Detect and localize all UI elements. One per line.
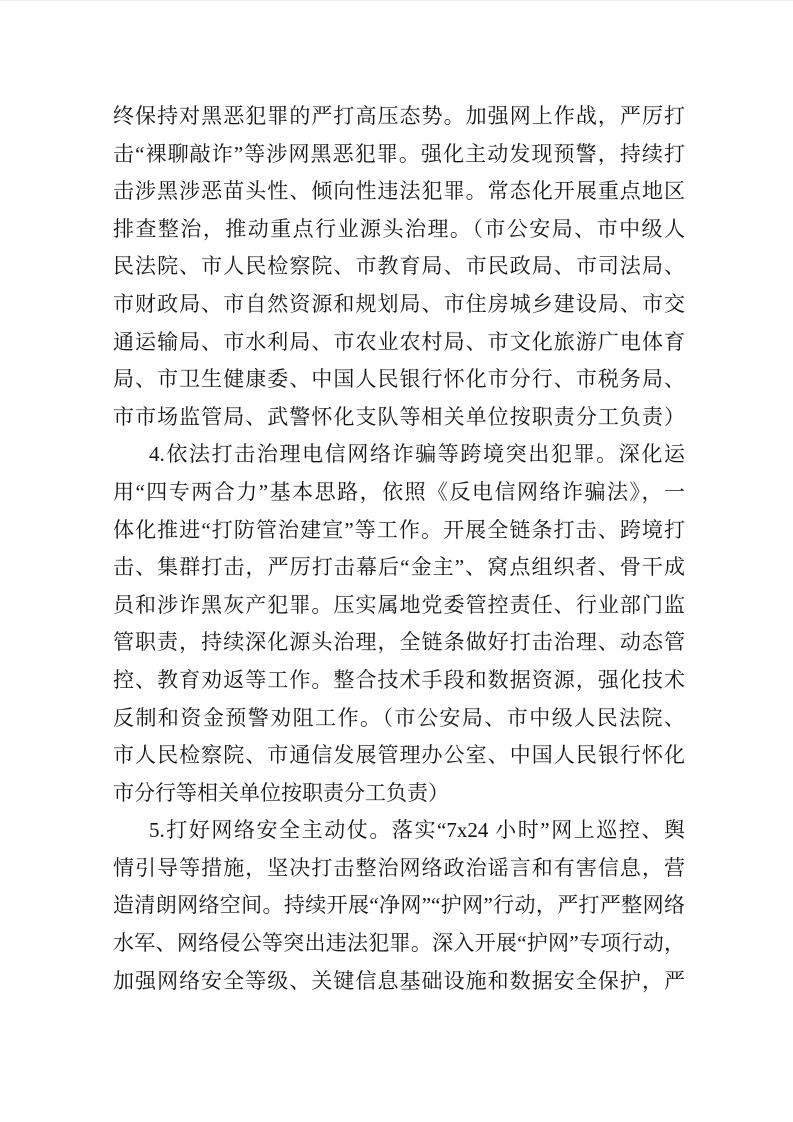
text-line: 加强网络安全等级、关键信息基础设施和数据安全保护，严 bbox=[113, 968, 685, 993]
text-line: 通运输局、市水利局、市农业农村局、市文化旅游广电体育 bbox=[113, 329, 685, 354]
document-body bbox=[113, 98, 685, 1000]
text-line: 市市场监管局、武警怀化支队等相关单位按职责分工负责） bbox=[113, 404, 685, 429]
text-line: 局、市卫生健康委、中国人民银行怀化市分行、市税务局、 bbox=[113, 367, 685, 392]
text-line: 击涉黑涉恶苗头性、倾向性违法犯罪。常态化开展重点地区 bbox=[113, 179, 685, 204]
text-line: 市分行等相关单位按职责分工负责） bbox=[113, 780, 449, 805]
text-line: 击、集群打击，严厉打击幕后“金主”、窝点组织者、骨干成 bbox=[113, 555, 685, 580]
text-line: 民法院、市人民检察院、市教育局、市民政局、市司法局、 bbox=[113, 254, 685, 279]
paragraph bbox=[113, 98, 685, 436]
paragraph bbox=[113, 436, 685, 812]
text-line: 用“四专两合力”基本思路，依照《反电信网络诈骗法》，一 bbox=[113, 479, 685, 504]
paragraph bbox=[113, 812, 685, 1000]
text-line: 击“裸聊敲诈”等涉网黑恶犯罪。强化主动发现预警，持续打 bbox=[113, 141, 685, 166]
text-line: 员和涉诈黑灰产犯罪。压实属地党委管控责任、行业部门监 bbox=[113, 592, 685, 617]
text-line: 造清朗网络空间。持续开展“净网”“护网”行动，严打严整网络 bbox=[113, 893, 685, 918]
text-line: 排查整治，推动重点行业源头治理。（市公安局、市中级人 bbox=[113, 216, 685, 241]
text-line: 5.打好网络安全主动仗。落实“7x24 小时”网上巡控、舆 bbox=[149, 818, 685, 843]
text-line: 反制和资金预警劝阻工作。（市公安局、市中级人民法院、 bbox=[113, 705, 685, 730]
text-line: 市财政局、市自然资源和规划局、市住房城乡建设局、市交 bbox=[113, 291, 685, 316]
text-line: 情引导等措施，坚决打击整治网络政治谣言和有害信息，营 bbox=[113, 855, 685, 880]
text-line: 市人民检察院、市通信发展管理办公室、中国人民银行怀化 bbox=[113, 743, 685, 768]
text-line: 4.依法打击治理电信网络诈骗等跨境突出犯罪。深化运 bbox=[149, 442, 685, 467]
text-line: 水军、网络侵公等突出违法犯罪。深入开展“护网”专项行动， bbox=[113, 931, 685, 956]
text-line: 体化推进“打防管治建宣”等工作。开展全链条打击、跨境打 bbox=[113, 517, 685, 542]
text-line: 管职责，持续深化源头治理，全链条做好打击治理、动态管 bbox=[113, 630, 685, 655]
text-line: 终保持对黑恶犯罪的严打高压态势。加强网上作战，严厉打 bbox=[113, 104, 685, 128]
text-line: 控、教育劝返等工作。整合技术手段和数据资源，强化技术 bbox=[113, 667, 685, 692]
